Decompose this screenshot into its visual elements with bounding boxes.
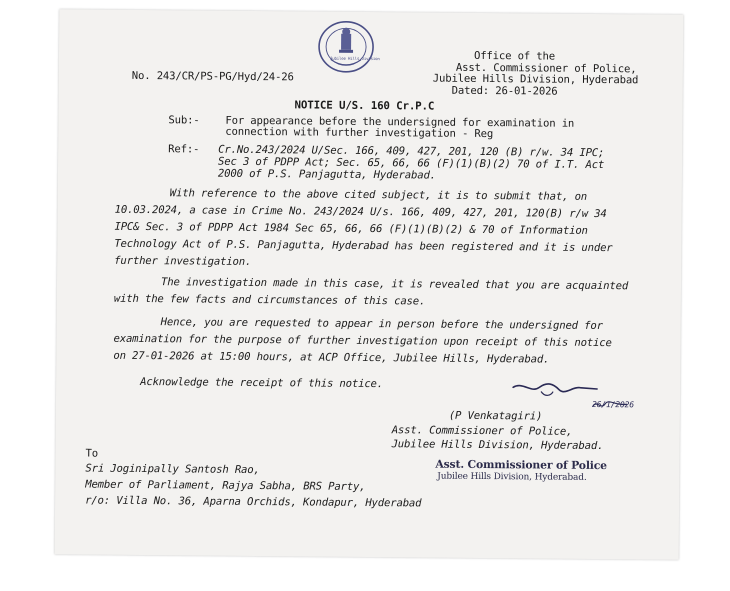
body-paragraph-3-line-2: examination for the purpose of further investigation upon receipt of this notice (113, 332, 612, 350)
notice-date: Dated: 26-01-2026 (451, 84, 558, 98)
addressee-line-2: Member of Parliament, Rajya Sabha, BRS Party, (85, 478, 366, 493)
reference-line-2: Sec 3 of PDPP Act; Sec. 65, 66, 66 (F)(1)(B)(2) 70 of I.T. Act (218, 155, 605, 172)
subject-line-2: connection with further investigation - Reg (225, 125, 494, 141)
subject-label: Sub:- (168, 114, 200, 127)
body-paragraph-2-line-2: with the few facts and circumstances of this case. (113, 292, 426, 308)
signatory-designation-2: Jubilee Hills Division, Hyderabad. (391, 438, 604, 453)
reference-line-3: 2000 of P.S. Panjagutta, Hyderabad. (217, 167, 436, 182)
signatory-name: (P Venkatagiri) (448, 409, 543, 423)
notice-document (55, 9, 684, 559)
body-paragraph-1-line-3: IPC& Sec. 3 of PDPP Act 1984 Sec 65, 66, 66 (F)(1)(B)(2) & 70 of Information (114, 220, 588, 237)
office-line-1: Office of the (473, 49, 556, 63)
office-line-2: Asst. Commissioner of Police, (455, 61, 637, 76)
body-paragraph-1-line-4: Technology Act of P.S. Panjagutta, Hyderabad has been registered and it is under (114, 237, 613, 255)
office-stamp-line-1: Asst. Commissioner of Police (435, 457, 607, 473)
body-paragraph-1-line-5: further investigation. (114, 254, 252, 268)
addressee-line-1: Sri Joginipally Santosh Rao, (85, 462, 260, 477)
body-paragraph-1-line-1: With reference to the above cited subject, it is to submit that, on (169, 187, 588, 203)
emblem-text: Jubilee Hills Division (329, 55, 380, 62)
police-emblem-seal (317, 20, 375, 75)
body-paragraph-3-line-1: Hence, you are requested to appear in person before the undersigned for (160, 316, 603, 333)
acknowledge-line: Acknowledge the receipt of this notice. (140, 376, 384, 391)
reference-label: Ref:- (168, 143, 200, 156)
body-paragraph-1-line-2: 10.03.2024, a case in Crime No. 243/2024 U/s. 166, 409, 427, 201, 120(B) r/w 34 (114, 203, 607, 221)
reference-number: No. 243/CR/PS-PG/Hyd/24-26 (131, 69, 294, 84)
to-label: To (85, 447, 99, 460)
body-paragraph-3-line-3: on 27-01-2026 at 15:00 hours, at ACP Office, Jubilee Hills, Hyderabad. (113, 349, 550, 366)
office-stamp-line-2: Jubilee Hills Division, Hyderabad. (437, 471, 587, 483)
subject-line-1: For appearance before the undersigned for examination in (225, 114, 575, 130)
notice-title: NOTICE U/S. 160 Cr.P.C (294, 98, 435, 113)
addressee-line-3: r/o: Villa No. 36, Aparna Orchids, Kondapur, Hyderabad (85, 494, 422, 510)
reference-line-1: Cr.No.243/2024 U/Sec. 166, 409, 427, 201, 120 (B) r/w. 34 IPC; (218, 143, 605, 160)
office-line-3: Jubilee Hills Division, Hyderabad (432, 72, 639, 87)
body-paragraph-2-line-1: The investigation made in this case, it is revealed that you are acquainted (160, 276, 629, 293)
signatory-designation-1: Asst. Commissioner of Police, (391, 424, 573, 438)
signature-date-scrawl: 26/1/2026 (591, 399, 634, 410)
